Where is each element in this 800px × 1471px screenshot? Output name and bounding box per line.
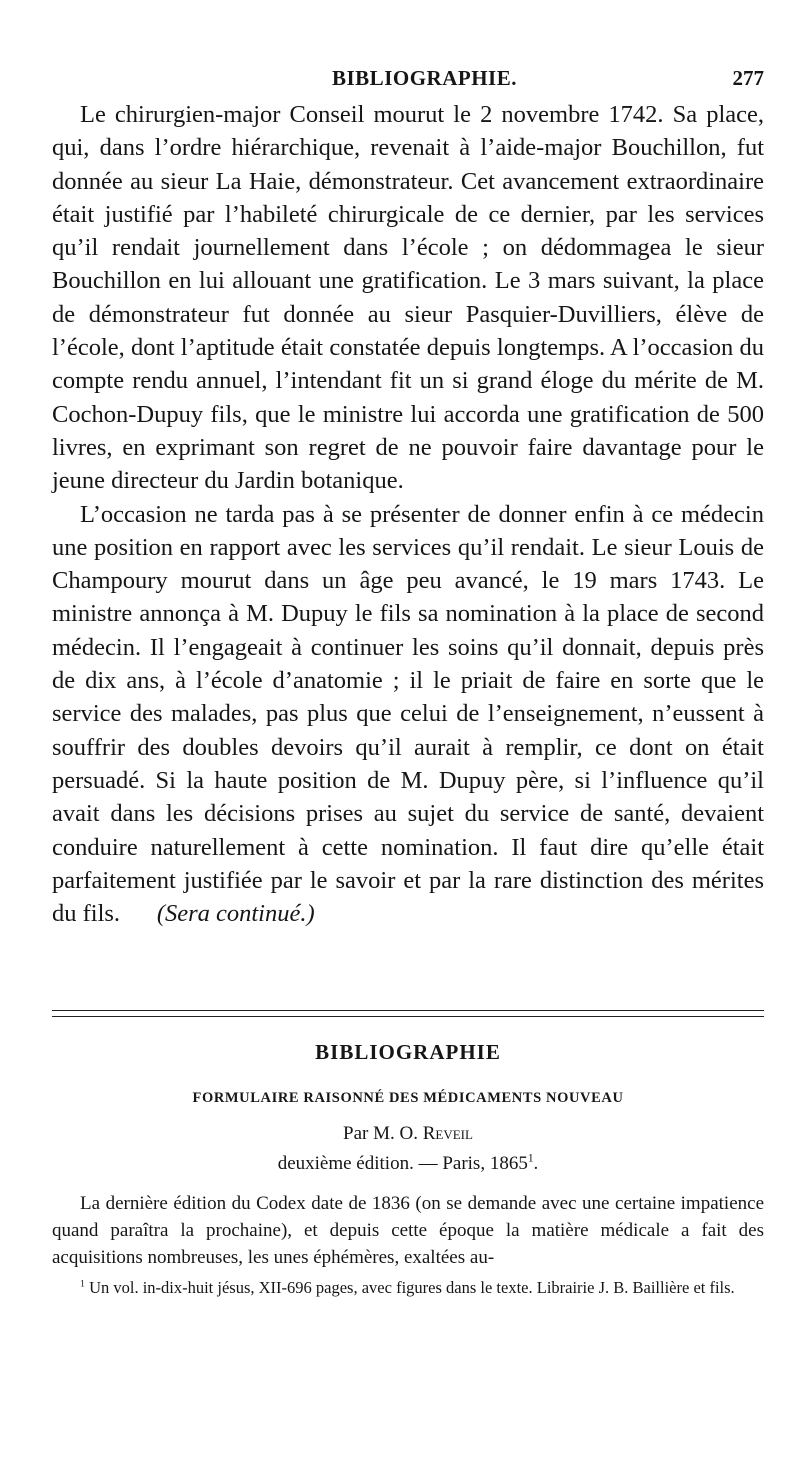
footnote [52, 1277, 764, 1299]
author-prefix: Par M. O. [343, 1123, 418, 1144]
author-name: Reveil [422, 1123, 473, 1144]
paragraph: Le chirurgien-major Conseil mourut le 2 novembre 1742. Sa place, qui, dans l’ordre hiérarchique, revenait à l’aide-major Bouchillon, fut donnée au sieur La Haie, démonstrateur. Cet avancement extraordinaire était justifié par l’habileté chirurgicale de ce dernier, par les services qu’il rendait journellement dans l’école ; on dédommagea le sieur Bouchillon en lui allouant une gratification. Le 3 mars suivant, la place de démonstrateur fut donnée au sieur Pasquier-Duvilliers, élève de l’école, dont l’aptitude était constatée depuis longtemps. A l’occasion du compte rendu annuel, l’intendant fit un si grand éloge du mérite de M. Cochon-Dupuy fils, que le ministre lui accorda une gratification de 500 livres, en exprimant son regret de ne pouvoir faire davantage pour le jeune directeur du Jardin botanique. [52, 101, 764, 495]
review-text [52, 1190, 764, 1271]
paragraph [52, 498, 764, 931]
review-title: FORMULAIRE RAISONNÉ DES MÉDICAMENTS NOUVEAU [192, 1090, 624, 1106]
footnote-text [52, 1277, 764, 1299]
paragraph-text: L’occasion ne tarda pas à se présenter de donner enfin à ce médecin une position en rapport avec les services qu’il rendait. Le sieur Louis de Champoury mourut dans un âge peu avancé, le 19 mars 1743. Le ministre annonça à M. Dupuy le fils sa nomination à la place de second médecin. Il l’engageait à continuer les soins qu’il donnait, depuis près de dix ans, à l’école d’anatomie ; il le priait de faire en sorte que le service des malades, pas plus que celui de l’enseignement, n’eussent à souffrir des doubles devoirs qu’il aurait à remplir, ce dont on était persuadé. Si la haute position de M. Dupuy père, si l’influence qu’il avait dans les décisions prises au sujet du service de santé, devaient conduire naturellement à cette nomination. Il faut dire qu’elle était parfaitement justifiée par le savoir et par la rare distinction des mérites du fils. [52, 500, 764, 928]
review-edition: deuxième édition. — Paris, 1865$^1$. [277, 1152, 539, 1174]
running-head [52, 62, 764, 96]
section-heading: BIBLIOGRAPHIE [315, 1040, 501, 1064]
running-title: BIBLIOGRAPHIE. [332, 66, 517, 90]
review-author [52, 1123, 764, 1145]
article-body [52, 98, 764, 930]
footnote-number: 1 [80, 1278, 85, 1290]
continued-note: (Sera continué.) [156, 900, 315, 928]
page-number: 277 [732, 66, 764, 90]
edition-text: deuxième édition. — Paris, 1865 [277, 1153, 528, 1174]
footnote-marker: 1 [527, 1152, 534, 1165]
section-divider [52, 1010, 764, 1011]
paragraph: La dernière édition du Codex date de 1836 (on se demande avec une certaine impatience quand paraîtra la prochaine), et depuis cette époque la matière médicale a fait des acquisitions nombreuses, les unes éphémères, exaltées au- [52, 1193, 764, 1268]
footnote-body: Un vol. in-dix-huit jésus, XII-696 pages, avec figures dans le texte. Librairie J. B. Baillière et fils. [89, 1278, 735, 1297]
section-divider [52, 1016, 764, 1017]
